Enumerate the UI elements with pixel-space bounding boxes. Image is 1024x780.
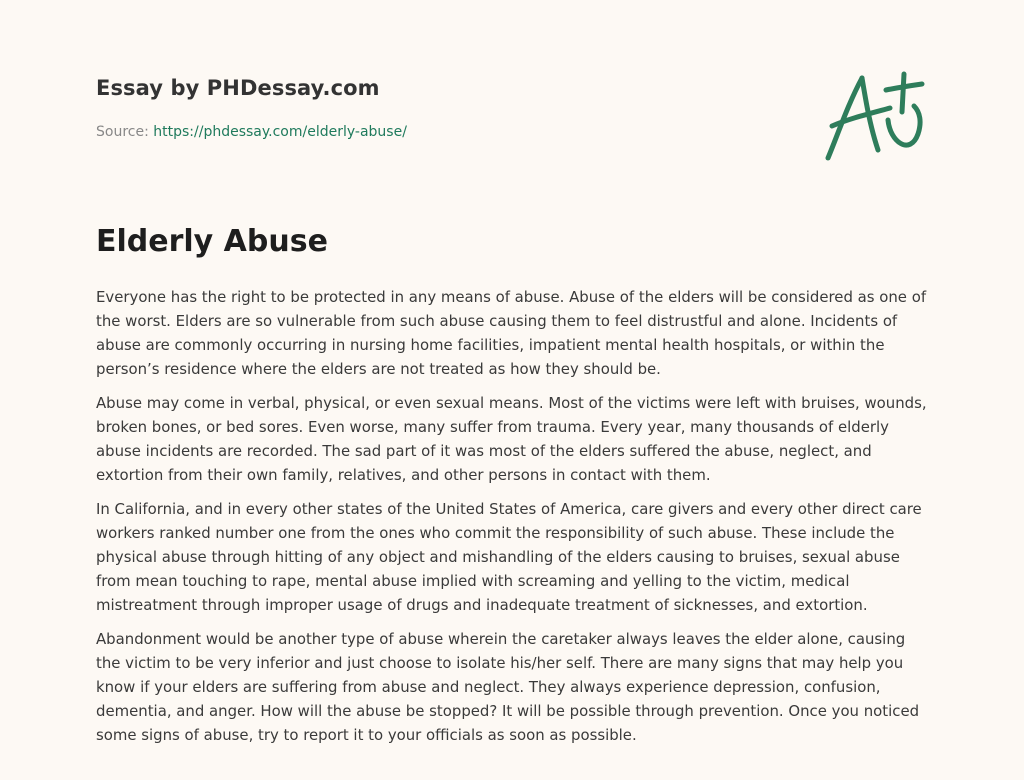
source-line xyxy=(96,124,407,140)
essay-paragraph-1: Everyone has the right to be protected in any means of abuse. Abuse of the elders will be considered as one of the worst. Elders are so vulnerable from such abuse causing them to feel distrustful and alone. Incidents of abuse are commonly occurring in nursing home facilities, impatient mental health hospitals, or within the person’s residence where the elders are not treated as how they should be. xyxy=(96,288,927,378)
source-link[interactable]: https://phdessay.com/elderly-abuse/ xyxy=(153,124,407,140)
a-plus-logo-icon xyxy=(818,64,930,168)
essay-title: Elderly Abuse xyxy=(96,224,328,259)
site-brand: Essay by PHDessay.com xyxy=(96,76,380,100)
source-label: Source: xyxy=(96,124,149,140)
essay-paragraph-3: In California, and in every other states of the United States of America, care givers and every other direct care workers ranked number one from the ones who commit the responsibility of such abuse. These include the physical abuse through hitting of any object and mishandling of the elders causing to bruises, sexual abuse from mean touching to rape, mental abuse implied with screaming and yelling to the victim, medical mistreatment through improper usage of drugs and inadequate treatment of sicknesses, and extortion. xyxy=(96,500,922,614)
essay-paragraph-2: Abuse may come in verbal, physical, or even sexual means. Most of the victims were left with bruises, wounds, broken bones, or bed sores. Even worse, many suffer from trauma. Every year, many thousands of elderly abuse incidents are recorded. The sad part of it was most of the elders suffered the abuse, neglect, and extortion from their own family, relatives, and other persons in contact with them. xyxy=(96,394,927,484)
essay-paragraph-4: Abandonment would be another type of abuse wherein the caretaker always leaves the elder alone, causing the victim to be very inferior and just choose to isolate his/her self. There are many signs that may help you know if your elders are suffering from abuse and neglect. They always experience depression, confusion, dementia, and anger. How will the abuse be stopped? It will be possible through prevention. Once you noticed some signs of abuse, try to report it to your officials as soon as possible. xyxy=(96,630,920,744)
essay-body xyxy=(96,285,932,757)
